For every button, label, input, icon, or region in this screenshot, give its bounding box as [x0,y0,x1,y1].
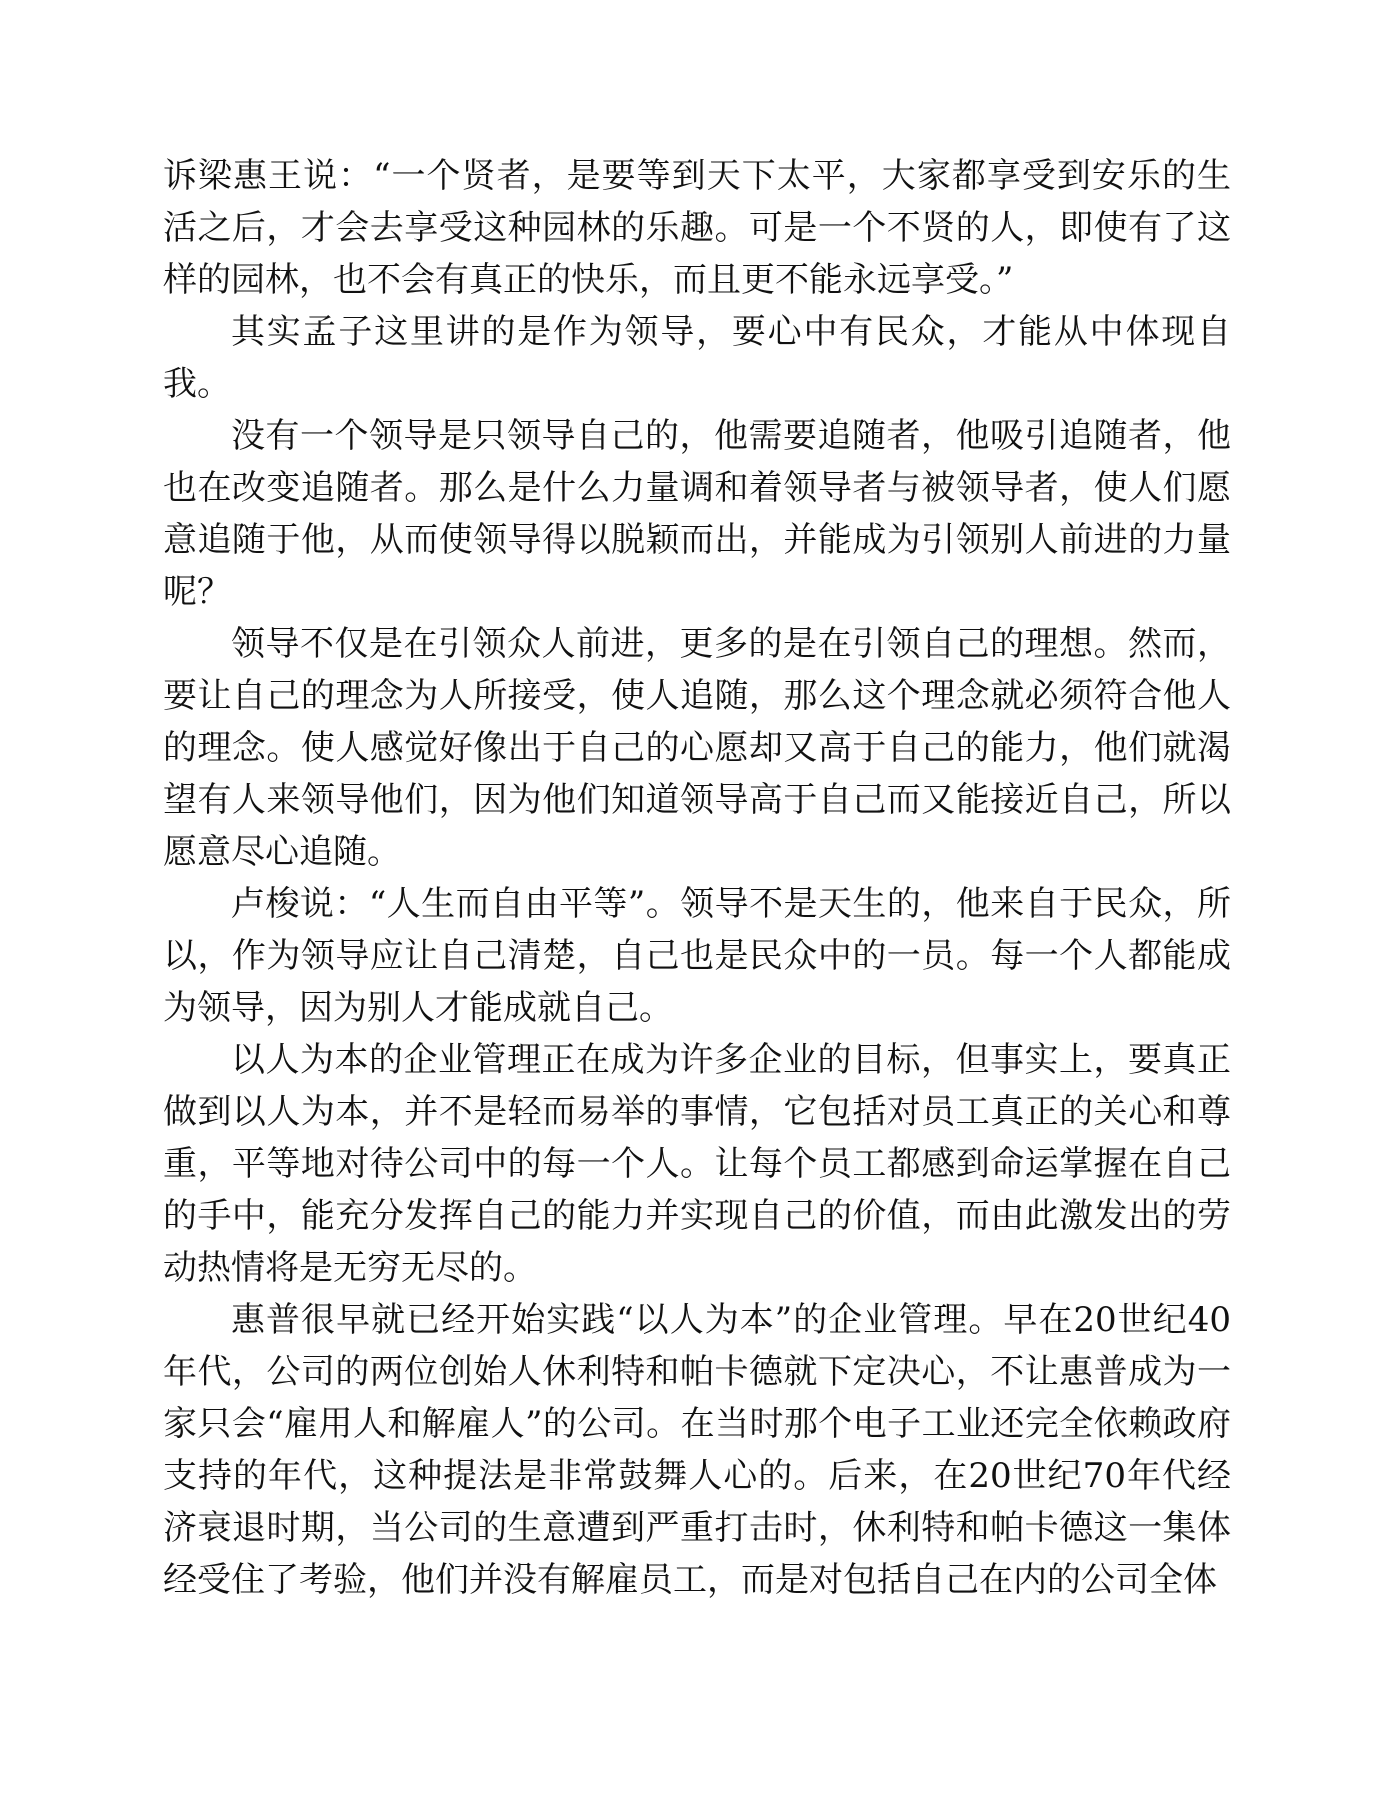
paragraph-6: 以人为本的企业管理正在成为许多企业的目标，但事实上，要真正做到以人为本，并不是轻而易举的事情，它包括对员工真正的关心和尊重，平等地对待公司中的每一个人。让每个员工都感到命运掌握在自己的手中，能充分发挥自己的能力并实现自己的价值，而由此激发出的劳动热情将是无穷无尽的。 [163,1040,1231,1288]
body-text [163,150,1231,1606]
paragraph-2: 其实孟子这里讲的是作为领导，要心中有民众，才能从中体现自我。 [163,312,1231,404]
paragraph-7: 惠普很早就已经开始实践“以人为本”的企业管理。早在20世纪40年代，公司的两位创始人休利特和帕卡德就下定决心，不让惠普成为一家只会“雇用人和解雇人”的公司。在当时那个电子工业还完全依赖政府支持的年代，这种提法是非常鼓舞人心的。后来，在20世纪70年代经济衰退时期，当公司的生意遭到严重打击时，休利特和帕卡德这一集体经受住了考验，他们并没有解雇员工，而是对包括自己在内的公司全体 [163,1300,1231,1600]
paragraph-5: 卢梭说：“人生而自由平等”。领导不是天生的，他来自于民众，所以，作为领导应让自己清楚，自己也是民众中的一员。每一个人都能成为领导，因为别人才能成就自己。 [163,884,1231,1028]
paragraph-4: 领导不仅是在引领众人前进，更多的是在引领自己的理想。然而，要让自己的理念为人所接受，使人追随，那么这个理念就必须符合他人的理念。使人感觉好像出于自己的心愿却又高于自己的能力，他们就渴望有人来领导他们，因为他们知道领导高于自己而又能接近自己，所以愿意尽心追随。 [163,624,1231,872]
paragraph-1: 诉梁惠王说：“一个贤者，是要等到天下太平，大家都享受到安乐的生活之后，才会去享受这种园林的乐趣。可是一个不贤的人，即使有了这样的园林，也不会有真正的快乐，而且更不能永远享受。” [163,156,1231,300]
paragraph-3: 没有一个领导是只领导自己的，他需要追随者，他吸引追随者，他也在改变追随者。那么是什么力量调和着领导者与被领导者，使人们愿意追随于他，从而使领导得以脱颖而出，并能成为引领别人前进的力量呢？ [163,416,1231,612]
